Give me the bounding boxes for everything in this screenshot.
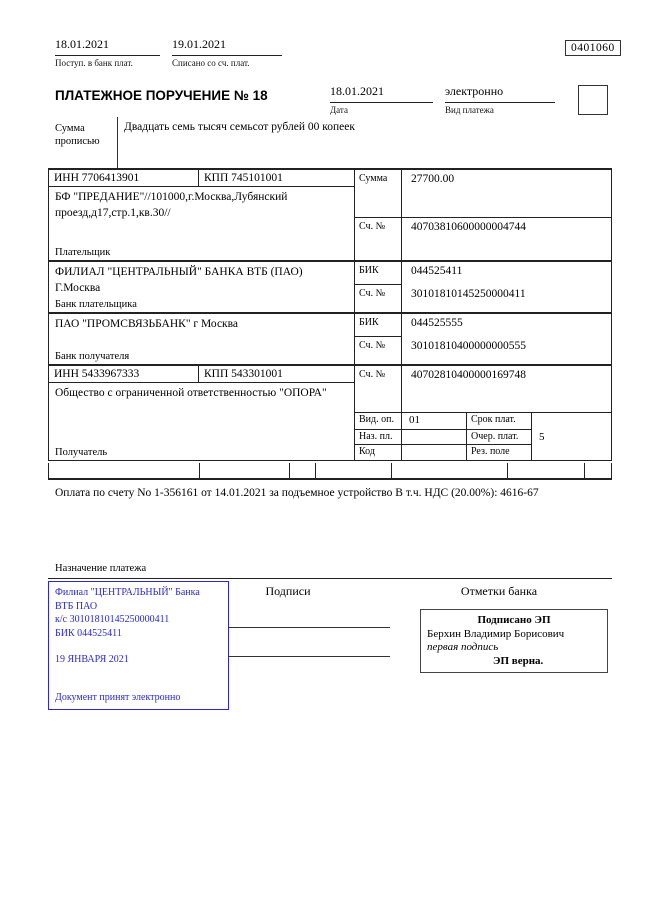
payee-bank-account-value: 30101810400000000555 — [411, 340, 526, 352]
empty-cell — [316, 463, 392, 478]
payee-bank-bik-value: 044525555 — [411, 317, 463, 329]
payee-name: Общество с ограниченной ответственностью "ОПОРА" — [55, 387, 327, 399]
stamp-bank-name-line1: Филиал "ЦЕНТРАЛЬНЫЙ" Банка — [55, 587, 200, 598]
empty-cell — [585, 463, 611, 478]
received-date-value: 18.01.2021 — [55, 37, 160, 56]
debited-date-field — [172, 37, 282, 68]
due-date-label: Срок плат. — [467, 413, 532, 430]
payee-account-label: Сч. № — [355, 366, 402, 412]
document-date-label: Дата — [330, 105, 348, 115]
amount-label: Сумма — [355, 170, 402, 217]
document-title: ПЛАТЕЖНОЕ ПОРУЧЕНИЕ № 18 — [55, 88, 268, 103]
empty-cell — [200, 463, 290, 478]
payment-purpose-label: Назначение платежа — [55, 563, 147, 574]
priority-label: Очер. плат. — [467, 430, 532, 446]
esignature-box — [420, 609, 608, 673]
bank-marks-row — [48, 463, 612, 480]
purpose-code-label: Наз. пл. — [355, 430, 402, 446]
bank-marks-label: Отметки банка — [460, 584, 538, 598]
reserve-value — [532, 445, 611, 460]
payer-bank-name: ФИЛИАЛ "ЦЕНТРАЛЬНЫЙ" БАНКА ВТБ (ПАО) Г.Москва — [55, 266, 303, 294]
payer-account-row — [355, 218, 611, 260]
esignature-verified: ЭП верна. — [493, 654, 544, 667]
payer-label: Плательщик — [55, 247, 111, 258]
empty-cell — [290, 463, 316, 478]
payee-inn: ИНН 5433967333 — [49, 366, 199, 382]
payer-kpp: КПП 745101001 — [204, 172, 283, 184]
payer-name: БФ "ПРЕДАНИЕ"//101000,г.Москва,Лубянский проезд,д17,стр.1,кв.30// — [55, 191, 288, 219]
status-checkbox — [578, 85, 608, 115]
payee-section — [49, 364, 611, 460]
purpose-code-value — [402, 430, 467, 446]
payer-bank-section — [49, 260, 611, 312]
payer-section — [49, 170, 611, 260]
received-date-field — [55, 37, 160, 68]
amount-row — [355, 170, 611, 218]
esignature-type: первая подпись — [427, 641, 499, 653]
priority-value: 5 — [539, 430, 545, 443]
payment-table — [48, 168, 612, 461]
bank-stamp — [48, 581, 229, 710]
payer-inn: ИНН 7706413901 — [49, 170, 199, 186]
operation-grid — [355, 413, 611, 460]
stamp-date: 19 ЯНВАРЯ 2021 — [55, 654, 129, 665]
empty-cell — [49, 463, 200, 478]
document-date-field — [330, 84, 433, 115]
payment-kind-label: Вид платежа — [445, 105, 494, 115]
purpose-divider-line — [48, 578, 612, 579]
form-code-box: 0401060 — [565, 40, 621, 56]
payment-kind-value: электронно — [445, 84, 555, 103]
payee-label: Получатель — [55, 447, 108, 458]
payee-account-row — [355, 366, 611, 413]
payer-bank-bik-label: БИК — [355, 262, 401, 285]
payer-bank-bik-value: 044525411 — [411, 265, 463, 277]
payer-bank-account-label: Сч. № — [359, 288, 386, 299]
empty-cell — [392, 463, 508, 478]
payee-account-value: 40702810400000169748 — [411, 369, 526, 381]
amount-words-value: Двадцать семь тысяч семьсот рублей 00 копеек — [124, 121, 355, 133]
payment-kind-field — [445, 84, 555, 115]
op-kind-value: 01 — [402, 413, 467, 430]
amount-words-label: Сумма прописью — [55, 123, 100, 147]
signature-line-2 — [228, 656, 390, 657]
debited-date-label: Списано со сч. плат. — [172, 58, 250, 68]
stamp-bank-name-line2: ВТБ ПАО — [55, 600, 98, 612]
empty-cell — [508, 463, 585, 478]
code-value — [402, 445, 467, 460]
due-date-value — [532, 413, 611, 430]
debited-date-value: 19.01.2021 — [172, 37, 282, 56]
payer-bank-label: Банк плательщика — [55, 299, 137, 310]
esignature-name: Берхин Владимир Борисович — [427, 627, 565, 640]
signatures-label: Подписи — [265, 584, 311, 598]
payer-bank-account-value: 30101810145250000411 — [411, 288, 526, 300]
payment-purpose-text: Оплата по счету No 1-356161 от 14.01.2021 за подъемное устройство В т.ч. НДС (20.00%): 4616-67 — [55, 487, 539, 499]
stamp-corr-account: к/с 30101810145250000411 — [55, 614, 170, 625]
signature-line-1 — [228, 627, 390, 628]
payer-account-value: 40703810600000004744 — [411, 221, 526, 233]
payee-kpp: КПП 543301001 — [204, 368, 283, 380]
stamp-spacer — [55, 640, 222, 653]
stamp-accepted-line: Документ принят электронно — [55, 691, 181, 703]
payer-account-label: Сч. № — [355, 218, 402, 260]
document-date-value: 18.01.2021 — [330, 84, 433, 103]
code-label: Код — [355, 445, 402, 460]
payee-bank-account-label: Сч. № — [359, 340, 386, 351]
payee-bank-bik-label: БИК — [355, 314, 401, 337]
payer-inn-kpp-row — [49, 170, 354, 187]
payee-bank-section — [49, 312, 611, 364]
payee-bank-label: Банк получателя — [55, 351, 130, 362]
payee-bank-name: ПАО "ПРОМСВЯЗЬБАНК" г Москва — [55, 318, 239, 330]
received-date-label: Поступ. в банк плат. — [55, 58, 133, 68]
amount-value: 27700.00 — [411, 173, 455, 185]
op-kind-label: Вид. оп. — [355, 413, 402, 430]
reserve-label: Рез. поле — [467, 445, 532, 460]
stamp-bik: БИК 044525411 — [55, 627, 122, 639]
amount-words-divider — [117, 117, 118, 168]
esignature-title: Подписано ЭП — [477, 614, 551, 626]
payee-inn-kpp-row — [49, 366, 354, 383]
